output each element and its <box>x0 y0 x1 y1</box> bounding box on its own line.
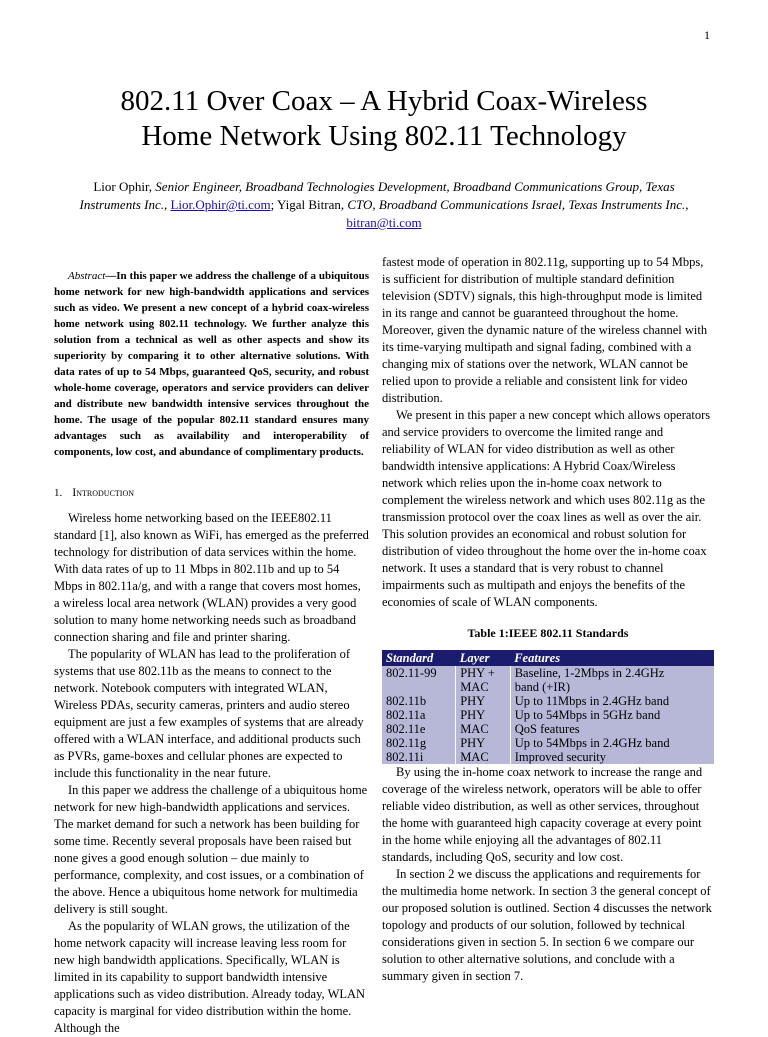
title-line-1: 802.11 Over Coax – A Hybrid Coax-Wireless <box>120 85 648 117</box>
intro-paragraph-1: Wireless home networking based on the IEEE802.11 standard [1], also known as WiFi, has emerged as the preferred technology for distribution of data services within the home. With data rates of up to 11 Mbps in 802.11b and up to 54 Mbps in 802.11a/g, and with a range that covers most homes, a wireless local area network (WLAN) provides a very good solution to many home networking needs such as broadband connection sharing and file and printer sharing. <box>54 511 369 644</box>
table-cell-standard: 802.11-99 <box>386 666 437 680</box>
abstract <box>54 268 369 460</box>
table-cell-features: Improved security <box>510 750 714 764</box>
table-cell-features: Up to 54Mbps in 5GHz band <box>510 708 714 722</box>
table-header-row <box>382 650 714 666</box>
table-cell-standard: 802.11e <box>386 722 426 736</box>
concept-paragraph: We present in this paper a new concept which allows operators and service providers to overcome the limited range and reliability of WLAN for video distribution as well as other bandwidth intensive applications: A Hybrid Coax/Wireless network which relies upon the in-home coax network to complement the wireless network and which uses 802.11g as the transmission protocol over the coax lines as well as over the air. This solution provides an economical and robust solution for distribution of video throughout the home over the in-home coax network. It uses a standard that is very robust to channel impairments such as multipath and enjoys the benefits of the economies of scale of WLAN components. <box>382 408 711 609</box>
abstract-label: Abstract <box>68 270 106 282</box>
abstract-text: In this paper we address the challenge of a ubiquitous home network for new high-bandwidth applications and services such as video. We present a new concept of a hybrid coax-wireless home network using 802.11 technology. We further analyze this solution from a technical as well as other aspects and show its superiority by comparing it to other alternative solutions. With data rates of up to 54 Mbps, guaranteed QoS, security, and robust whole-home coverage, operators and service providers can deliver and distribute new bandwidth intensive services throughout the home. The usage of the popular 802.11 standard ensures many advantages such as availability and interoperability of components, low cost, and abundance of complimentary products. <box>54 270 369 458</box>
table-row <box>382 750 714 764</box>
intro-paragraph-2: The popularity of WLAN has lead to the proliferation of systems that use 802.11b as the means to connect to the network. Notebook computers with integrated WLAN, Wireless PDAs, security cameras, printers and audio stereo equipment are just a few examples of systems that are already offered with a WLAN interface, and additional products such as PVRs, game-boxes and cellular phones are expected to include this functionality in the near future. <box>54 647 364 780</box>
table-cell-layer: PHY <box>456 736 511 750</box>
table-cell-features: Up to 11Mbps in 2.4GHz band <box>510 694 714 708</box>
table-body <box>382 666 714 764</box>
author-1-affiliation: Senior Engineer, Broadband Technologies Development, Broadband Communications Group, Texas Instruments Inc., <box>79 179 675 212</box>
table-cell-standard: 802.11i <box>386 750 424 764</box>
table-row <box>382 722 714 736</box>
table-cell-layer: MAC <box>456 750 511 764</box>
table-cell-standard: 802.11a <box>386 708 426 722</box>
right-column <box>382 254 714 985</box>
table-header-standard: Standard <box>382 650 456 666</box>
sections-paragraph: In section 2 we discuss the applications and requirements for the multimedia home network. In section 3 the general concept of our proposed solution is outlined. Section 4 discusses the network topology and products of our solution, followed by technical considerations given in section 5. In section 6 we compare our solution to other alternative solutions, and conclude with a summary given in section 7. <box>382 867 712 983</box>
section-1-number: 1. <box>54 487 63 499</box>
coax-paragraph: By using the in-home coax network to increase the range and coverage of the wireless network, operators will be able to offer reliable video distribution, as well as other services, throughout the home with guaranteed high capacity coverage at every point in the home while enjoying all the advantages of 802.11 standards, including QoS, security and low cost. <box>382 765 703 864</box>
author-block <box>64 178 704 232</box>
table-cell-features: QoS features <box>510 722 714 736</box>
table-header-layer: Layer <box>456 650 511 666</box>
table-row <box>382 736 714 750</box>
page-number: 1 <box>704 28 710 42</box>
section-1-heading <box>54 484 369 502</box>
table-cell-layer: MAC <box>456 722 511 736</box>
author-2-email-link[interactable]: bitran@ti.com <box>346 215 422 230</box>
table-cell-features: Up to 54Mbps in 2.4GHz band <box>510 736 714 750</box>
author-2-name: ; Yigal Bitran, <box>270 197 348 212</box>
abstract-dash: — <box>105 270 117 282</box>
table-caption: Table 1:IEEE 802.11 Standards <box>467 626 629 640</box>
author-1-name: Lior Ophir, <box>93 179 156 194</box>
author-1-email-link[interactable]: Lior.Ophir@ti.com <box>170 197 271 212</box>
table-cell-layer: PHY <box>456 694 511 708</box>
table-row <box>382 708 714 722</box>
section-1-title: Introduction <box>72 485 135 499</box>
table-row <box>382 694 714 708</box>
intro-paragraph-3: In this paper we address the challenge of a ubiquitous home network for new high-bandwidth applications and services. The market demand for such a network has been building for some time. Recently several proposals have been raised but none gives a good enough solution – due mainly to performance, complexity, and cost issues, or a combination of the above. Hence a ubiquitous home network for multimedia delivery is still sought. <box>54 783 368 916</box>
table-cell-layer: PHY + MAC <box>456 666 511 694</box>
intro-paragraph-4-continued: fastest mode of operation in 802.11g, supporting up to 54 Mbps, is sufficient for distribution of multiple standard definition television (SDTV) signals, this high-throughput mode is limited in its range and cannot be guaranteed throughout the home. Moreover, given the dynamic nature of the wireless channel with its time-varying multipath and signal fading, combined with a changing mix of stations over the network, WLAN cannot be relied upon to provide a reliable and consistent link for video distribution. <box>382 255 708 405</box>
title-line-2: Home Network Using 802.11 Technology <box>141 120 627 152</box>
table-header-features: Features <box>510 650 714 666</box>
paper-title <box>0 84 768 154</box>
table-row <box>382 666 714 694</box>
table-cell-standard: 802.11b <box>386 694 427 708</box>
table-cell-layer: PHY <box>456 708 511 722</box>
author-2-affiliation: CTO, Broadband Communications Israel, Texas Instruments Inc., <box>347 197 689 212</box>
table-cell-standard: 802.11g <box>386 736 427 750</box>
standards-table <box>382 650 714 764</box>
intro-paragraph-4: As the popularity of WLAN grows, the utilization of the home network capacity will increase leaving less room for new high bandwidth applications. Specifically, WLAN is limited in its capability to support bandwidth intensive applications such as video distribution. Already today, WLAN capacity is marginal for video distribution within the home. Although the <box>54 919 366 1035</box>
table-cell-features: Baseline, 1-2Mbps in 2.4GHz band (+IR) <box>510 666 714 694</box>
left-column <box>54 268 369 1037</box>
